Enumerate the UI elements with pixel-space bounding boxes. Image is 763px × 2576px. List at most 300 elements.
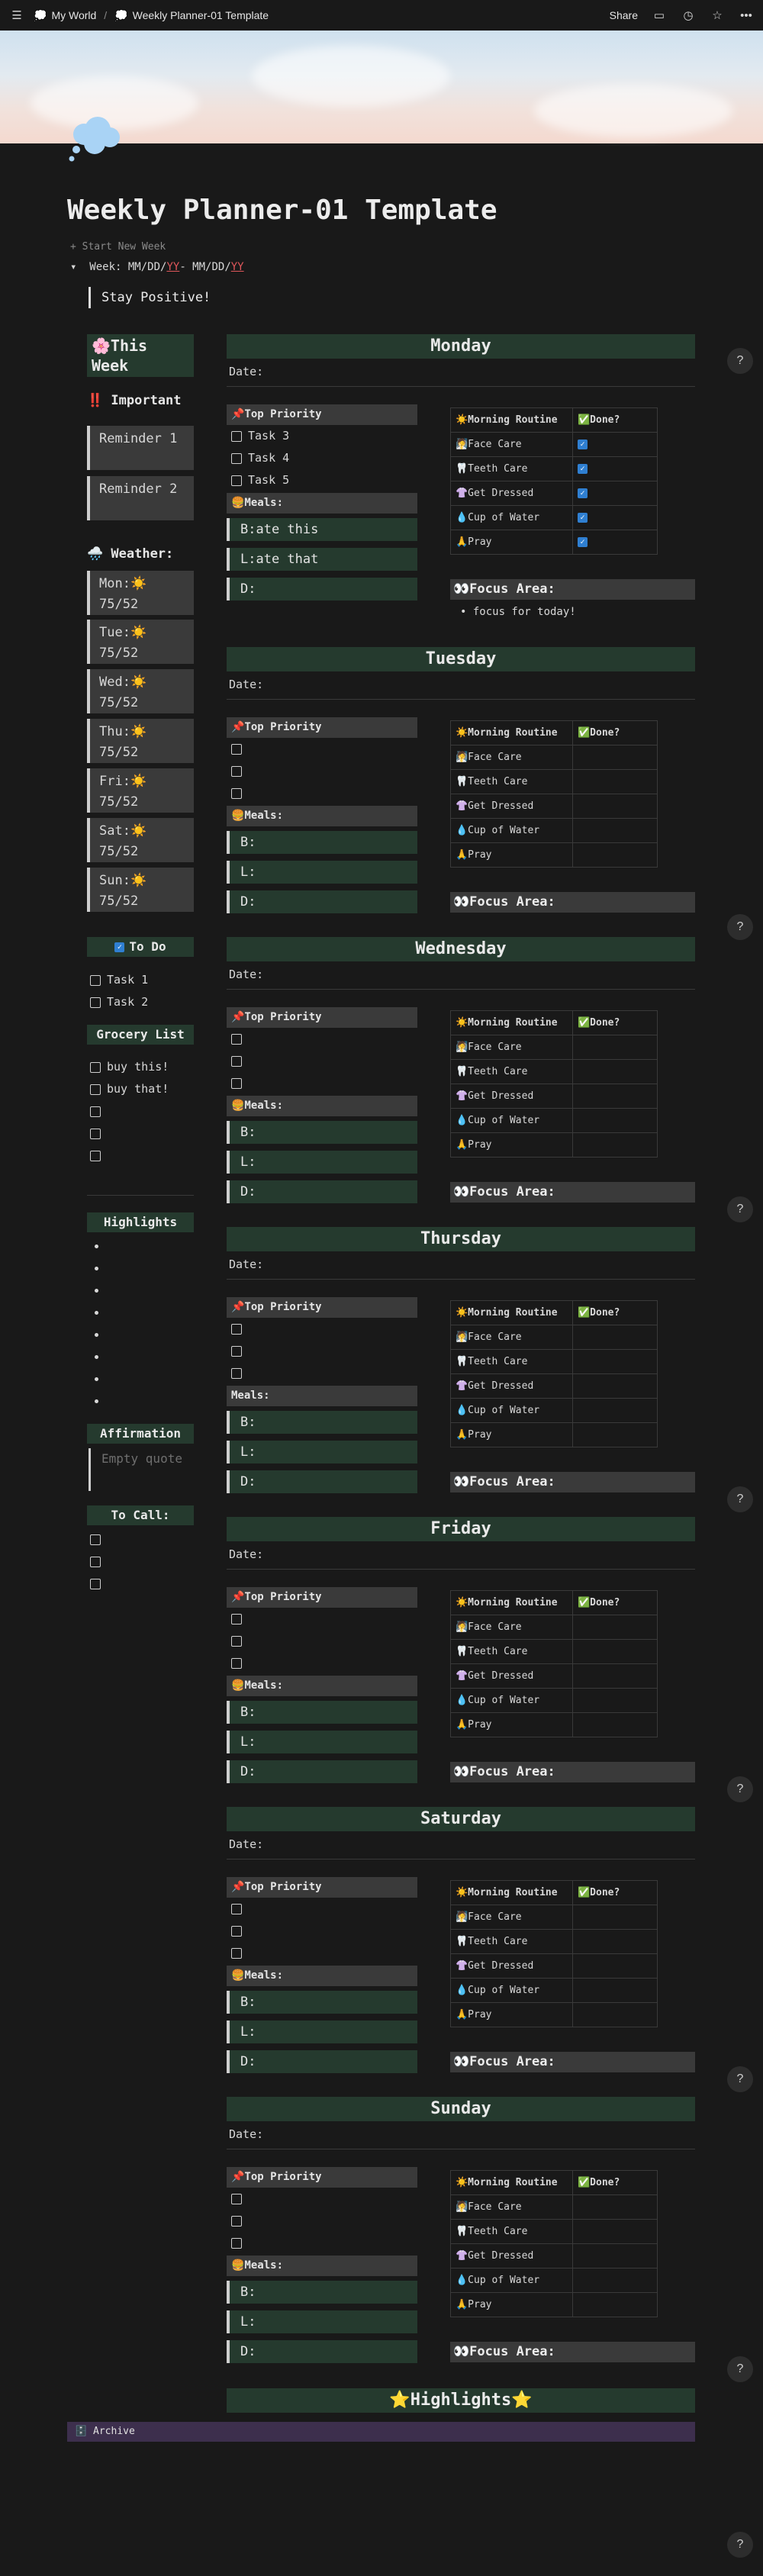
routine-item[interactable]: 🙏Pray bbox=[451, 2293, 573, 2317]
meal-entry[interactable]: L: bbox=[227, 1151, 417, 1174]
meal-entry[interactable]: D: bbox=[227, 890, 417, 913]
routine-item[interactable]: 👚Get Dressed bbox=[451, 1374, 573, 1399]
routine-item[interactable]: 🦷Teeth Care bbox=[451, 2220, 573, 2244]
morning-routine-table bbox=[450, 720, 658, 868]
routine-row[interactable] bbox=[451, 1374, 658, 1399]
help-button[interactable]: ? bbox=[727, 1196, 753, 1222]
routine-item[interactable]: 🦷Teeth Care bbox=[451, 1930, 573, 1954]
checkbox-checked-icon[interactable]: ✓ bbox=[578, 513, 588, 523]
routine-item[interactable]: 👚Get Dressed bbox=[451, 1664, 573, 1689]
done-cell[interactable] bbox=[573, 843, 658, 868]
checkbox[interactable] bbox=[90, 1106, 101, 1117]
meal-entry[interactable]: B: bbox=[227, 1121, 417, 1144]
to-call-heading: To Call: bbox=[87, 1505, 194, 1525]
divider bbox=[227, 386, 695, 387]
date-label[interactable]: Date: bbox=[229, 365, 264, 378]
routine-header: ☀️Morning Routine bbox=[451, 2171, 573, 2195]
checkbox-checked-icon[interactable]: ✓ bbox=[578, 488, 588, 498]
meal-entry[interactable]: D: bbox=[227, 1760, 417, 1783]
grocery-heading: Grocery List bbox=[87, 1025, 194, 1045]
checkbox[interactable] bbox=[90, 1151, 101, 1161]
routine-row[interactable] bbox=[451, 1640, 658, 1664]
priority-task[interactable] bbox=[231, 764, 248, 778]
routine-item[interactable]: 👚Get Dressed bbox=[451, 1954, 573, 1979]
done-header: ✅Done? bbox=[573, 1301, 658, 1325]
meal-entry[interactable]: D: bbox=[227, 2050, 417, 2073]
weather-card[interactable]: Sun:☀️ 75/52 bbox=[87, 868, 194, 912]
priority-task[interactable] bbox=[231, 2236, 248, 2249]
routine-row[interactable] bbox=[451, 1109, 658, 1133]
priority-task[interactable] bbox=[231, 2191, 248, 2205]
priority-task[interactable] bbox=[231, 1634, 248, 1647]
routine-row[interactable] bbox=[451, 1325, 658, 1350]
routine-header: ☀️Morning Routine bbox=[451, 408, 573, 433]
date-label[interactable]: Date: bbox=[229, 1257, 264, 1271]
routine-row[interactable] bbox=[451, 1035, 658, 1060]
checkbox[interactable] bbox=[231, 1658, 242, 1669]
done-cell[interactable] bbox=[573, 1930, 658, 1954]
routine-row[interactable] bbox=[451, 1350, 658, 1374]
routine-item[interactable]: 🧖Face Care bbox=[451, 745, 573, 770]
thought-bubble-icon: 💭 bbox=[34, 8, 47, 21]
help-button[interactable]: ? bbox=[727, 914, 753, 940]
priority-task[interactable] bbox=[231, 451, 289, 465]
history-icon[interactable]: ◷ bbox=[683, 9, 694, 22]
thought-bubble-icon: 💭 bbox=[114, 8, 128, 21]
meals-heading: 🍔Meals: bbox=[227, 806, 417, 826]
morning-routine-table bbox=[450, 1300, 658, 1447]
todo-item[interactable] bbox=[90, 995, 148, 1009]
done-cell[interactable] bbox=[573, 481, 658, 506]
done-cell[interactable] bbox=[573, 770, 658, 794]
done-cell[interactable] bbox=[573, 2003, 658, 2027]
done-cell[interactable] bbox=[573, 2195, 658, 2220]
done-cell[interactable] bbox=[573, 794, 658, 819]
breadcrumb-workspace[interactable]: My World bbox=[51, 9, 97, 21]
done-cell[interactable] bbox=[573, 1374, 658, 1399]
routine-item[interactable]: 🧖Face Care bbox=[451, 1325, 573, 1350]
checkbox[interactable] bbox=[231, 1324, 242, 1335]
priority-task[interactable] bbox=[231, 1924, 248, 1937]
routine-row[interactable] bbox=[451, 794, 658, 819]
checkbox[interactable] bbox=[231, 1368, 242, 1379]
affirmation-quote[interactable]: Empty quote bbox=[89, 1448, 192, 1491]
priority-task[interactable] bbox=[231, 1366, 248, 1380]
priority-task[interactable] bbox=[231, 1656, 248, 1670]
grocery-item[interactable] bbox=[90, 1104, 107, 1118]
routine-item[interactable]: 👚Get Dressed bbox=[451, 481, 573, 506]
done-cell[interactable] bbox=[573, 2244, 658, 2268]
toggle-triangle-icon[interactable]: ▾ bbox=[70, 261, 77, 273]
divider bbox=[227, 699, 695, 700]
done-cell[interactable] bbox=[573, 1084, 658, 1109]
checkbox[interactable] bbox=[231, 453, 242, 464]
done-cell[interactable] bbox=[573, 1615, 658, 1640]
date-label[interactable]: Date: bbox=[229, 2127, 264, 2141]
routine-row[interactable] bbox=[451, 2293, 658, 2317]
to-call-item[interactable] bbox=[90, 1532, 107, 1546]
routine-item[interactable]: 🙏Pray bbox=[451, 1713, 573, 1737]
week-yy-start: YY bbox=[166, 261, 180, 273]
day-header-wednesday: Wednesday bbox=[227, 937, 695, 961]
weather-card[interactable]: Fri:☀️ 75/52 bbox=[87, 768, 194, 813]
to-call-item[interactable] bbox=[90, 1576, 107, 1590]
meal-entry[interactable]: L: bbox=[227, 2021, 417, 2043]
done-cell[interactable] bbox=[573, 506, 658, 530]
week-yy-end: YY bbox=[230, 261, 244, 273]
star-icon[interactable]: ☆ bbox=[712, 9, 723, 22]
routine-item[interactable]: 🧖Face Care bbox=[451, 1615, 573, 1640]
meal-entry[interactable]: B: bbox=[227, 1411, 417, 1434]
checkbox[interactable] bbox=[231, 766, 242, 777]
start-new-week-label: Start New Week bbox=[82, 241, 166, 253]
divider bbox=[227, 1279, 695, 1280]
grocery-item[interactable] bbox=[90, 1148, 107, 1162]
bullet-item[interactable] bbox=[95, 1377, 98, 1381]
done-cell[interactable] bbox=[573, 1325, 658, 1350]
done-cell[interactable] bbox=[573, 1689, 658, 1713]
start-new-week-button[interactable]: + Start New Week bbox=[70, 241, 166, 253]
date-label[interactable]: Date: bbox=[229, 1547, 264, 1561]
routine-row[interactable] bbox=[451, 2268, 658, 2293]
archive-link[interactable]: 🗄️ Archive bbox=[67, 2422, 695, 2442]
help-button[interactable]: ? bbox=[727, 2532, 753, 2558]
done-header: ✅Done? bbox=[573, 1591, 658, 1615]
meal-entry[interactable]: B: bbox=[227, 2281, 417, 2304]
priority-task[interactable] bbox=[231, 473, 289, 487]
priority-task[interactable] bbox=[231, 1901, 248, 1915]
share-button[interactable]: Share bbox=[609, 9, 638, 21]
routine-row[interactable] bbox=[451, 457, 658, 481]
bullet-item[interactable] bbox=[95, 1267, 98, 1270]
done-cell[interactable] bbox=[573, 2268, 658, 2293]
meal-entry[interactable]: L: bbox=[227, 2310, 417, 2333]
checkbox[interactable] bbox=[231, 1614, 242, 1624]
routine-row[interactable] bbox=[451, 481, 658, 506]
routine-item[interactable]: 🙏Pray bbox=[451, 1423, 573, 1447]
meal-entry[interactable]: L:ate that bbox=[227, 548, 417, 571]
help-button[interactable]: ? bbox=[727, 348, 753, 374]
done-cell[interactable] bbox=[573, 2293, 658, 2317]
done-cell[interactable] bbox=[573, 1133, 658, 1158]
todo-item[interactable] bbox=[90, 973, 148, 987]
routine-item[interactable]: 👚Get Dressed bbox=[451, 2244, 573, 2268]
date-label[interactable]: Date: bbox=[229, 968, 264, 981]
checkbox[interactable] bbox=[231, 2194, 242, 2204]
weather-card[interactable]: Wed:☀️ 75/52 bbox=[87, 669, 194, 713]
grocery-item[interactable] bbox=[90, 1060, 169, 1074]
focus-area-heading: 👀Focus Area: bbox=[450, 2342, 695, 2362]
routine-item[interactable]: 🧖Face Care bbox=[451, 2195, 573, 2220]
done-cell[interactable] bbox=[573, 1035, 658, 1060]
morning-routine-table bbox=[450, 2170, 658, 2317]
done-cell[interactable] bbox=[573, 1954, 658, 1979]
routine-row[interactable] bbox=[451, 1399, 658, 1423]
routine-item[interactable]: 🧖Face Care bbox=[451, 1905, 573, 1930]
grocery-text[interactable]: buy that! bbox=[107, 1082, 169, 1096]
checkbox[interactable] bbox=[231, 2238, 242, 2249]
help-button[interactable]: ? bbox=[727, 2356, 753, 2382]
done-cell[interactable] bbox=[573, 2220, 658, 2244]
done-cell[interactable] bbox=[573, 1399, 658, 1423]
help-button[interactable]: ? bbox=[727, 2066, 753, 2092]
routine-item[interactable]: 💧Cup of Water bbox=[451, 819, 573, 843]
routine-row[interactable] bbox=[451, 819, 658, 843]
checkbox-checked-icon[interactable]: ✓ bbox=[578, 464, 588, 474]
done-cell[interactable] bbox=[573, 1905, 658, 1930]
grocery-text[interactable]: buy this! bbox=[107, 1060, 169, 1074]
checkbox[interactable] bbox=[231, 431, 242, 442]
weather-heading: 🌧️ Weather: bbox=[87, 546, 174, 562]
focus-text[interactable]: focus for today! bbox=[472, 606, 576, 618]
meals-heading: 🍔Meals: bbox=[227, 2256, 417, 2276]
done-header: ✅Done? bbox=[573, 1011, 658, 1035]
grocery-item[interactable] bbox=[90, 1082, 169, 1096]
done-cell[interactable] bbox=[573, 1640, 658, 1664]
routine-item[interactable]: 🧖Face Care bbox=[451, 433, 573, 457]
week-label-mid: - MM/DD/ bbox=[179, 261, 231, 273]
weather-card[interactable]: Sat:☀️ 75/52 bbox=[87, 818, 194, 862]
checkbox[interactable] bbox=[90, 1579, 101, 1589]
checkbox[interactable] bbox=[231, 1948, 242, 1959]
help-button[interactable]: ? bbox=[727, 1776, 753, 1802]
routine-row[interactable] bbox=[451, 506, 658, 530]
breadcrumb-page[interactable]: Weekly Planner-01 Template bbox=[132, 9, 269, 21]
weather-card[interactable]: Mon:☀️ 75/52 bbox=[87, 571, 194, 615]
checkbox[interactable] bbox=[90, 1534, 101, 1545]
day-header-tuesday: Tuesday bbox=[227, 647, 695, 671]
thought-bubble-icon[interactable] bbox=[67, 114, 125, 163]
date-label[interactable]: Date: bbox=[229, 678, 264, 691]
todo-text[interactable]: Task 1 bbox=[107, 973, 149, 987]
checkbox[interactable] bbox=[90, 1129, 101, 1139]
checkbox[interactable] bbox=[231, 1056, 242, 1067]
priority-task[interactable] bbox=[231, 1946, 248, 1959]
day-header-friday: Friday bbox=[227, 1517, 695, 1541]
done-cell[interactable] bbox=[573, 530, 658, 555]
routine-item[interactable]: 💧Cup of Water bbox=[451, 1109, 573, 1133]
priority-task[interactable] bbox=[231, 786, 248, 800]
focus-item[interactable]: • focus for today! bbox=[460, 606, 576, 618]
priority-task[interactable] bbox=[231, 2214, 248, 2227]
divider bbox=[227, 1569, 695, 1570]
divider bbox=[87, 1195, 194, 1196]
meal-entry[interactable]: B: bbox=[227, 1701, 417, 1724]
checkbox[interactable] bbox=[231, 1636, 242, 1647]
done-cell[interactable] bbox=[573, 1109, 658, 1133]
routine-item[interactable]: 💧Cup of Water bbox=[451, 2268, 573, 2293]
task-text[interactable]: Task 5 bbox=[248, 473, 290, 487]
routine-row[interactable] bbox=[451, 1060, 658, 1084]
bullet-item[interactable] bbox=[95, 1311, 98, 1315]
quote-block[interactable]: Stay Positive! bbox=[89, 287, 211, 308]
routine-item[interactable]: 💧Cup of Water bbox=[451, 1399, 573, 1423]
checkbox[interactable] bbox=[90, 975, 101, 986]
routine-row[interactable] bbox=[451, 1954, 658, 1979]
comment-icon[interactable]: ▭ bbox=[653, 9, 665, 22]
checkbox[interactable] bbox=[90, 1557, 101, 1567]
routine-row[interactable] bbox=[451, 843, 658, 868]
checkbox-icon: ✓ bbox=[114, 942, 124, 952]
meal-entry[interactable]: D: bbox=[227, 578, 417, 601]
routine-item[interactable]: 💧Cup of Water bbox=[451, 1979, 573, 2003]
menu-icon[interactable]: ☰ bbox=[11, 9, 22, 22]
to-call-item[interactable] bbox=[90, 1554, 107, 1568]
meal-entry[interactable]: B:ate this bbox=[227, 518, 417, 541]
routine-row[interactable] bbox=[451, 2244, 658, 2268]
affirmation-heading: Affirmation bbox=[87, 1424, 194, 1444]
routine-row[interactable] bbox=[451, 433, 658, 457]
checkbox[interactable] bbox=[231, 475, 242, 486]
priority-task[interactable] bbox=[231, 1612, 248, 1625]
done-cell[interactable] bbox=[573, 1664, 658, 1689]
routine-item[interactable]: 🦷Teeth Care bbox=[451, 457, 573, 481]
routine-row[interactable] bbox=[451, 1133, 658, 1158]
checkbox[interactable] bbox=[90, 997, 101, 1008]
checkbox-checked-icon[interactable]: ✓ bbox=[578, 440, 588, 449]
routine-item[interactable]: 👚Get Dressed bbox=[451, 794, 573, 819]
routine-header: ☀️Morning Routine bbox=[451, 721, 573, 745]
help-button[interactable]: ? bbox=[727, 1486, 753, 1512]
done-cell[interactable] bbox=[573, 457, 658, 481]
bullet-item[interactable] bbox=[95, 1399, 98, 1403]
grocery-item[interactable] bbox=[90, 1126, 107, 1140]
checkbox[interactable] bbox=[231, 1346, 242, 1357]
routine-row[interactable] bbox=[451, 2003, 658, 2027]
routine-item[interactable]: 🙏Pray bbox=[451, 2003, 573, 2027]
meal-entry[interactable]: B: bbox=[227, 831, 417, 854]
done-cell[interactable] bbox=[573, 1979, 658, 2003]
day-header-saturday: Saturday bbox=[227, 1807, 695, 1831]
bullet-item[interactable] bbox=[95, 1333, 98, 1337]
meals-heading: 🍔Meals: bbox=[227, 1676, 417, 1696]
bullet-item[interactable] bbox=[95, 1289, 98, 1293]
done-header: ✅Done? bbox=[573, 2171, 658, 2195]
routine-row[interactable] bbox=[451, 2220, 658, 2244]
checkbox[interactable] bbox=[231, 2216, 242, 2227]
meal-entry[interactable]: B: bbox=[227, 1991, 417, 2014]
routine-row[interactable] bbox=[451, 1615, 658, 1640]
meal-entry[interactable]: L: bbox=[227, 861, 417, 884]
bullet-item[interactable] bbox=[95, 1245, 98, 1248]
task-text[interactable]: Task 3 bbox=[248, 429, 290, 443]
done-cell[interactable] bbox=[573, 745, 658, 770]
routine-row[interactable] bbox=[451, 1979, 658, 2003]
routine-row[interactable] bbox=[451, 2195, 658, 2220]
top-priority-heading: 📌Top Priority bbox=[227, 2167, 417, 2188]
routine-item[interactable]: 🙏Pray bbox=[451, 843, 573, 868]
routine-row[interactable] bbox=[451, 1423, 658, 1447]
priority-task[interactable] bbox=[231, 1054, 248, 1067]
checkbox-checked-icon[interactable]: ✓ bbox=[578, 537, 588, 547]
priority-task[interactable] bbox=[231, 742, 248, 755]
priority-task[interactable] bbox=[231, 1032, 248, 1045]
todo-text[interactable]: Task 2 bbox=[107, 995, 149, 1009]
routine-row[interactable] bbox=[451, 1664, 658, 1689]
routine-item[interactable]: 🦷Teeth Care bbox=[451, 1640, 573, 1664]
done-cell[interactable] bbox=[573, 433, 658, 457]
focus-area-heading: 👀Focus Area: bbox=[450, 1472, 695, 1492]
meals-heading: 🍔Meals: bbox=[227, 1966, 417, 1986]
priority-task[interactable] bbox=[231, 1076, 248, 1090]
routine-row[interactable] bbox=[451, 770, 658, 794]
priority-task[interactable] bbox=[231, 1322, 248, 1335]
meal-entry[interactable]: D: bbox=[227, 2340, 417, 2363]
checkbox[interactable] bbox=[231, 788, 242, 799]
reminder-card[interactable]: Reminder 2 bbox=[87, 476, 194, 520]
task-text[interactable]: Task 4 bbox=[248, 451, 290, 465]
checkbox[interactable] bbox=[231, 1926, 242, 1937]
routine-row[interactable] bbox=[451, 1713, 658, 1737]
highlights-banner: ⭐Highlights⭐ bbox=[227, 2388, 695, 2413]
routine-item[interactable]: 👚Get Dressed bbox=[451, 1084, 573, 1109]
priority-task[interactable] bbox=[231, 429, 289, 443]
routine-row[interactable] bbox=[451, 745, 658, 770]
checkbox[interactable] bbox=[90, 1084, 101, 1095]
focus-area-heading: 👀Focus Area: bbox=[450, 2052, 695, 2072]
priority-task[interactable] bbox=[231, 1344, 248, 1357]
routine-row[interactable] bbox=[451, 1084, 658, 1109]
week-toggle[interactable] bbox=[70, 261, 244, 273]
done-header: ✅Done? bbox=[573, 408, 658, 433]
weather-card[interactable]: Tue:☀️ 75/52 bbox=[87, 620, 194, 664]
routine-item[interactable]: 🧖Face Care bbox=[451, 1035, 573, 1060]
breadcrumb-separator: / bbox=[104, 9, 108, 21]
weather-card[interactable]: Thu:☀️ 75/52 bbox=[87, 719, 194, 763]
date-label[interactable]: Date: bbox=[229, 1837, 264, 1851]
highlights-heading: Highlights bbox=[87, 1212, 194, 1232]
checkbox[interactable] bbox=[90, 1062, 101, 1073]
checkbox[interactable] bbox=[231, 1904, 242, 1914]
routine-item[interactable]: 🦷Teeth Care bbox=[451, 1350, 573, 1374]
bullet-item[interactable] bbox=[95, 1355, 98, 1359]
top-priority-heading: 📌Top Priority bbox=[227, 717, 417, 738]
routine-header: ☀️Morning Routine bbox=[451, 1011, 573, 1035]
top-priority-heading: 📌Top Priority bbox=[227, 1297, 417, 1318]
page-title[interactable]: Weekly Planner-01 Template bbox=[67, 195, 497, 226]
routine-item[interactable]: 💧Cup of Water bbox=[451, 506, 573, 530]
routine-item[interactable]: 🦷Teeth Care bbox=[451, 1060, 573, 1084]
done-cell[interactable] bbox=[573, 1060, 658, 1084]
done-cell[interactable] bbox=[573, 1350, 658, 1374]
top-priority-heading: 📌Top Priority bbox=[227, 1007, 417, 1028]
routine-row[interactable] bbox=[451, 1689, 658, 1713]
done-cell[interactable] bbox=[573, 1713, 658, 1737]
meal-entry[interactable]: L: bbox=[227, 1731, 417, 1753]
checkbox[interactable] bbox=[231, 744, 242, 755]
routine-item[interactable]: 🦷Teeth Care bbox=[451, 770, 573, 794]
meal-entry[interactable]: L: bbox=[227, 1441, 417, 1463]
routine-item[interactable]: 🙏Pray bbox=[451, 1133, 573, 1158]
reminder-card[interactable]: Reminder 1 bbox=[87, 426, 194, 470]
meals-heading: Meals: bbox=[227, 1386, 417, 1406]
routine-row[interactable] bbox=[451, 1905, 658, 1930]
routine-item[interactable]: 💧Cup of Water bbox=[451, 1689, 573, 1713]
meal-entry[interactable]: D: bbox=[227, 1180, 417, 1203]
focus-area-heading: 👀Focus Area: bbox=[450, 892, 695, 913]
routine-row[interactable] bbox=[451, 1930, 658, 1954]
done-cell[interactable] bbox=[573, 819, 658, 843]
top-priority-heading: 📌Top Priority bbox=[227, 1877, 417, 1898]
routine-item[interactable]: 🙏Pray bbox=[451, 530, 573, 555]
meal-entry[interactable]: D: bbox=[227, 1470, 417, 1493]
more-icon[interactable]: ••• bbox=[740, 8, 752, 22]
checkbox[interactable] bbox=[231, 1078, 242, 1089]
done-cell[interactable] bbox=[573, 1423, 658, 1447]
checkbox[interactable] bbox=[231, 1034, 242, 1045]
routine-row[interactable] bbox=[451, 530, 658, 555]
meals-heading: 🍔Meals: bbox=[227, 1096, 417, 1116]
